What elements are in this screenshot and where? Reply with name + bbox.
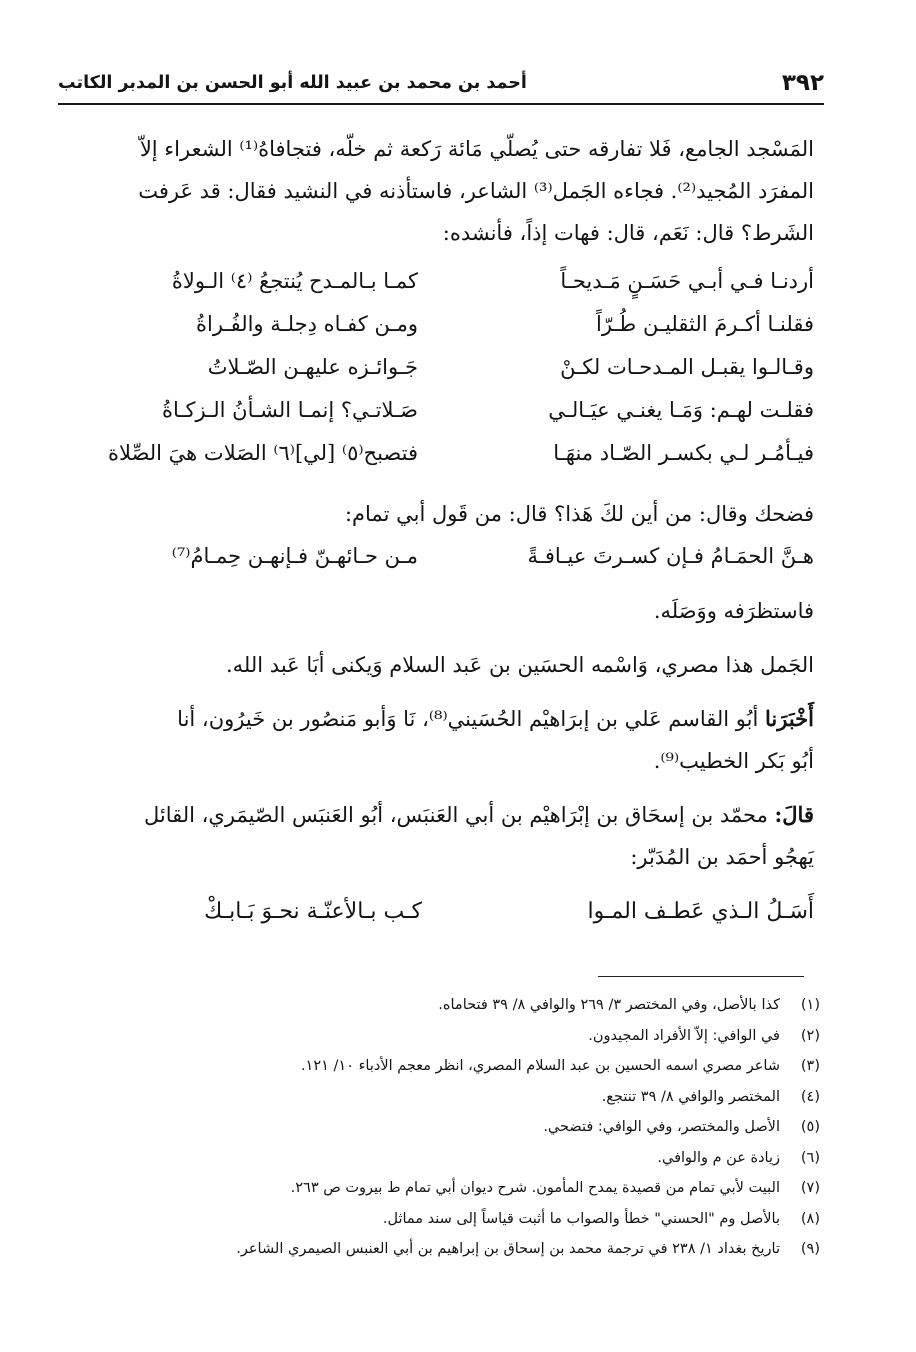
verse	[62, 303, 814, 346]
running-title: أحمد بن محمد بن عبيد الله أبو الحسن بن المدبر الكاتب	[58, 73, 527, 93]
verse	[62, 260, 814, 303]
page-number: ٣٩٢	[781, 70, 824, 96]
verse	[62, 389, 814, 432]
footnote-text: شاعر مصري اسمه الحسين بن عبد السلام المصري، انظر معجم الأدباء ١٠/ ١٢١.	[300, 1058, 780, 1074]
text-line: أبُو بَكر الخطيب⁽⁹⁾.	[653, 749, 814, 773]
verse-first-hemistich: أردنـا فـي أبـي حَسَـنٍ مَـديحـاً	[560, 269, 814, 293]
verse-first-hemistich: فقلنـا أكـرمَ الثقليـن طُـرّاً	[595, 312, 814, 336]
verse-second-hemistich: كـب بـالأعنّـة نحـوَ بَـابـكْ	[204, 899, 422, 924]
text-line: فضحك وقال: من أين لكَ هَذا؟ قال: من قَول أبي تمام:	[344, 502, 814, 526]
footnote	[120, 1082, 820, 1113]
text-line	[62, 698, 814, 740]
keyword-qal: قالَ:	[774, 802, 814, 827]
verse	[62, 432, 814, 475]
footnote-number: (٢)	[800, 1027, 820, 1044]
verse-second-hemistich: كمـا بـالمـدح يُنتجعُ ⁽٤⁾ الـولاةُ	[171, 269, 418, 293]
keyword-akhbarana: أَخْبَرَنا	[765, 706, 814, 731]
footnote	[120, 1234, 820, 1265]
qal-paragraph	[62, 794, 814, 878]
text-line: المَسْجد الجامع، فَلا تفارقه حتى يُصلّي مَائة رَكعة ثم خلّه، فتجافاهُ⁽¹⁾ الشعراء إلاّ	[139, 137, 814, 161]
footnote-text: تاريخ بغداد ١/ ٢٣٨ في ترجمة محمد بن إسحاق بن إبراهيم بن أبي العنبس الصيمري الشاعر.	[236, 1241, 780, 1257]
footnote-number: (٧)	[800, 1180, 820, 1196]
main-text	[62, 128, 814, 933]
verse-first-hemistich: هـنَّ الحمَـامُ فـإن كسـرتَ عيـافـةً	[527, 544, 814, 568]
verse	[62, 890, 814, 933]
footnote-rule	[598, 976, 804, 977]
verse-first-hemistich: فيـأمُـر لـي بكسـر الصّـاد منهَـا	[553, 441, 814, 465]
footnote	[120, 1051, 820, 1082]
footnote-text: الأصل والمختصر، وفي الوافي: فتضحي.	[543, 1119, 780, 1135]
text-line: يَهجُو أحمَد بن المُدَبّر:	[630, 845, 814, 869]
text-line: المفرَد المُجيد⁽²⁾. فجاءه الجَمل⁽³⁾ الشاعر، فاستأذنه في النشيد فقال: قد عَرفت	[138, 179, 814, 203]
footnote	[120, 1143, 820, 1174]
header-rule	[58, 103, 824, 105]
text-run: أبُو القاسم عَلي بن إبرَاهيْم الحُسَيني⁽⁸⁾، نَا وَأبو مَنصُور بن خَيرُون، أنا	[177, 707, 766, 731]
footnote	[120, 1112, 820, 1143]
text-line: الشَرط؟ قال: نَعَم، قال: فهات إذاً، فأنشده:	[442, 221, 814, 245]
footnote	[120, 1173, 820, 1204]
footnote	[120, 1021, 820, 1052]
footnote-number: (٨)	[800, 1210, 820, 1227]
footnote	[120, 1204, 820, 1235]
isnad-paragraph	[62, 698, 814, 782]
footnote-number: (٥)	[800, 1119, 820, 1135]
verse-second-hemistich: صَـلاتـي؟ إنمـا الشـأنُ الـزكـاةُ	[161, 398, 418, 422]
verse-second-hemistich: جَـوائـزه عليهـن الصّـلاتُ	[207, 355, 418, 379]
verse-second-hemistich: فتصبح⁽٥⁾ [لي]⁽٦⁾ الصَلات هيَ الصِّلاة	[108, 441, 418, 465]
footnote-text: المختصر والوافي ٨/ ٣٩ تنتجع.	[601, 1088, 780, 1105]
footnote-text: كذا بالأصل، وفي المختصر ٣/ ٢٦٩ والوافي ٨/ ٣٩ فتحاماه.	[438, 997, 780, 1013]
footnote-number: (١)	[800, 997, 820, 1013]
verse	[62, 535, 814, 578]
verse-first-hemistich: أَسَـلُ الـذي عَطـف المـوا	[587, 899, 814, 924]
text-run: محمّد بن إسحَاق بن إبْرَاهيْم بن أبي العَنبَس، أبُو العَنبَس الصّيمَري، القائل	[143, 803, 775, 827]
text-line: الجَمل هذا مصري، وَاسْمه الحسَين بن عَبد السلام وَيكنى أبَا عَبد الله.	[226, 653, 814, 677]
verse	[62, 346, 814, 389]
running-header	[58, 66, 824, 100]
footnote-number: (٦)	[800, 1149, 820, 1166]
footnote-text: البيت لأبي تمام من قصيدة يمدح المأمون. شرح ديوان أبي تمام ط بيروت ص ٢٦٣.	[290, 1180, 780, 1196]
text-line: فاستظرَفه ووَصَلَه.	[653, 599, 814, 623]
footnote-number: (٤)	[800, 1088, 820, 1105]
verse-second-hemistich: ومـن كفـاه دِجلـة والفُـراةُ	[196, 312, 418, 336]
footnote-text: في الوافي: إلاّ الأفراد المجيدون.	[588, 1027, 780, 1044]
intro-paragraph	[62, 128, 814, 254]
poem	[62, 260, 814, 475]
footnote-number: (٩)	[800, 1241, 820, 1257]
footnote-text: زيادة عن م والوافي.	[657, 1149, 780, 1166]
footnote-text: بالأصل وم "الحسني" خطأ والصواب ما أثبت قياساً إلى سند مماثل.	[382, 1210, 780, 1227]
verse-first-hemistich: وقـالـوا يقبـل المـدحـات لكـنْ	[560, 355, 814, 379]
footnote	[120, 990, 820, 1021]
footnote-number: (٣)	[800, 1058, 820, 1074]
footnotes	[120, 990, 820, 1265]
verse-first-hemistich: فقلـت لهـم: وَمَـا يغنـي عيَـالـي	[548, 398, 814, 422]
text-line	[62, 794, 814, 836]
verse-second-hemistich: مـن حـائهـنّ فـإنهـن حِمـامُ⁽⁷⁾	[171, 544, 418, 568]
